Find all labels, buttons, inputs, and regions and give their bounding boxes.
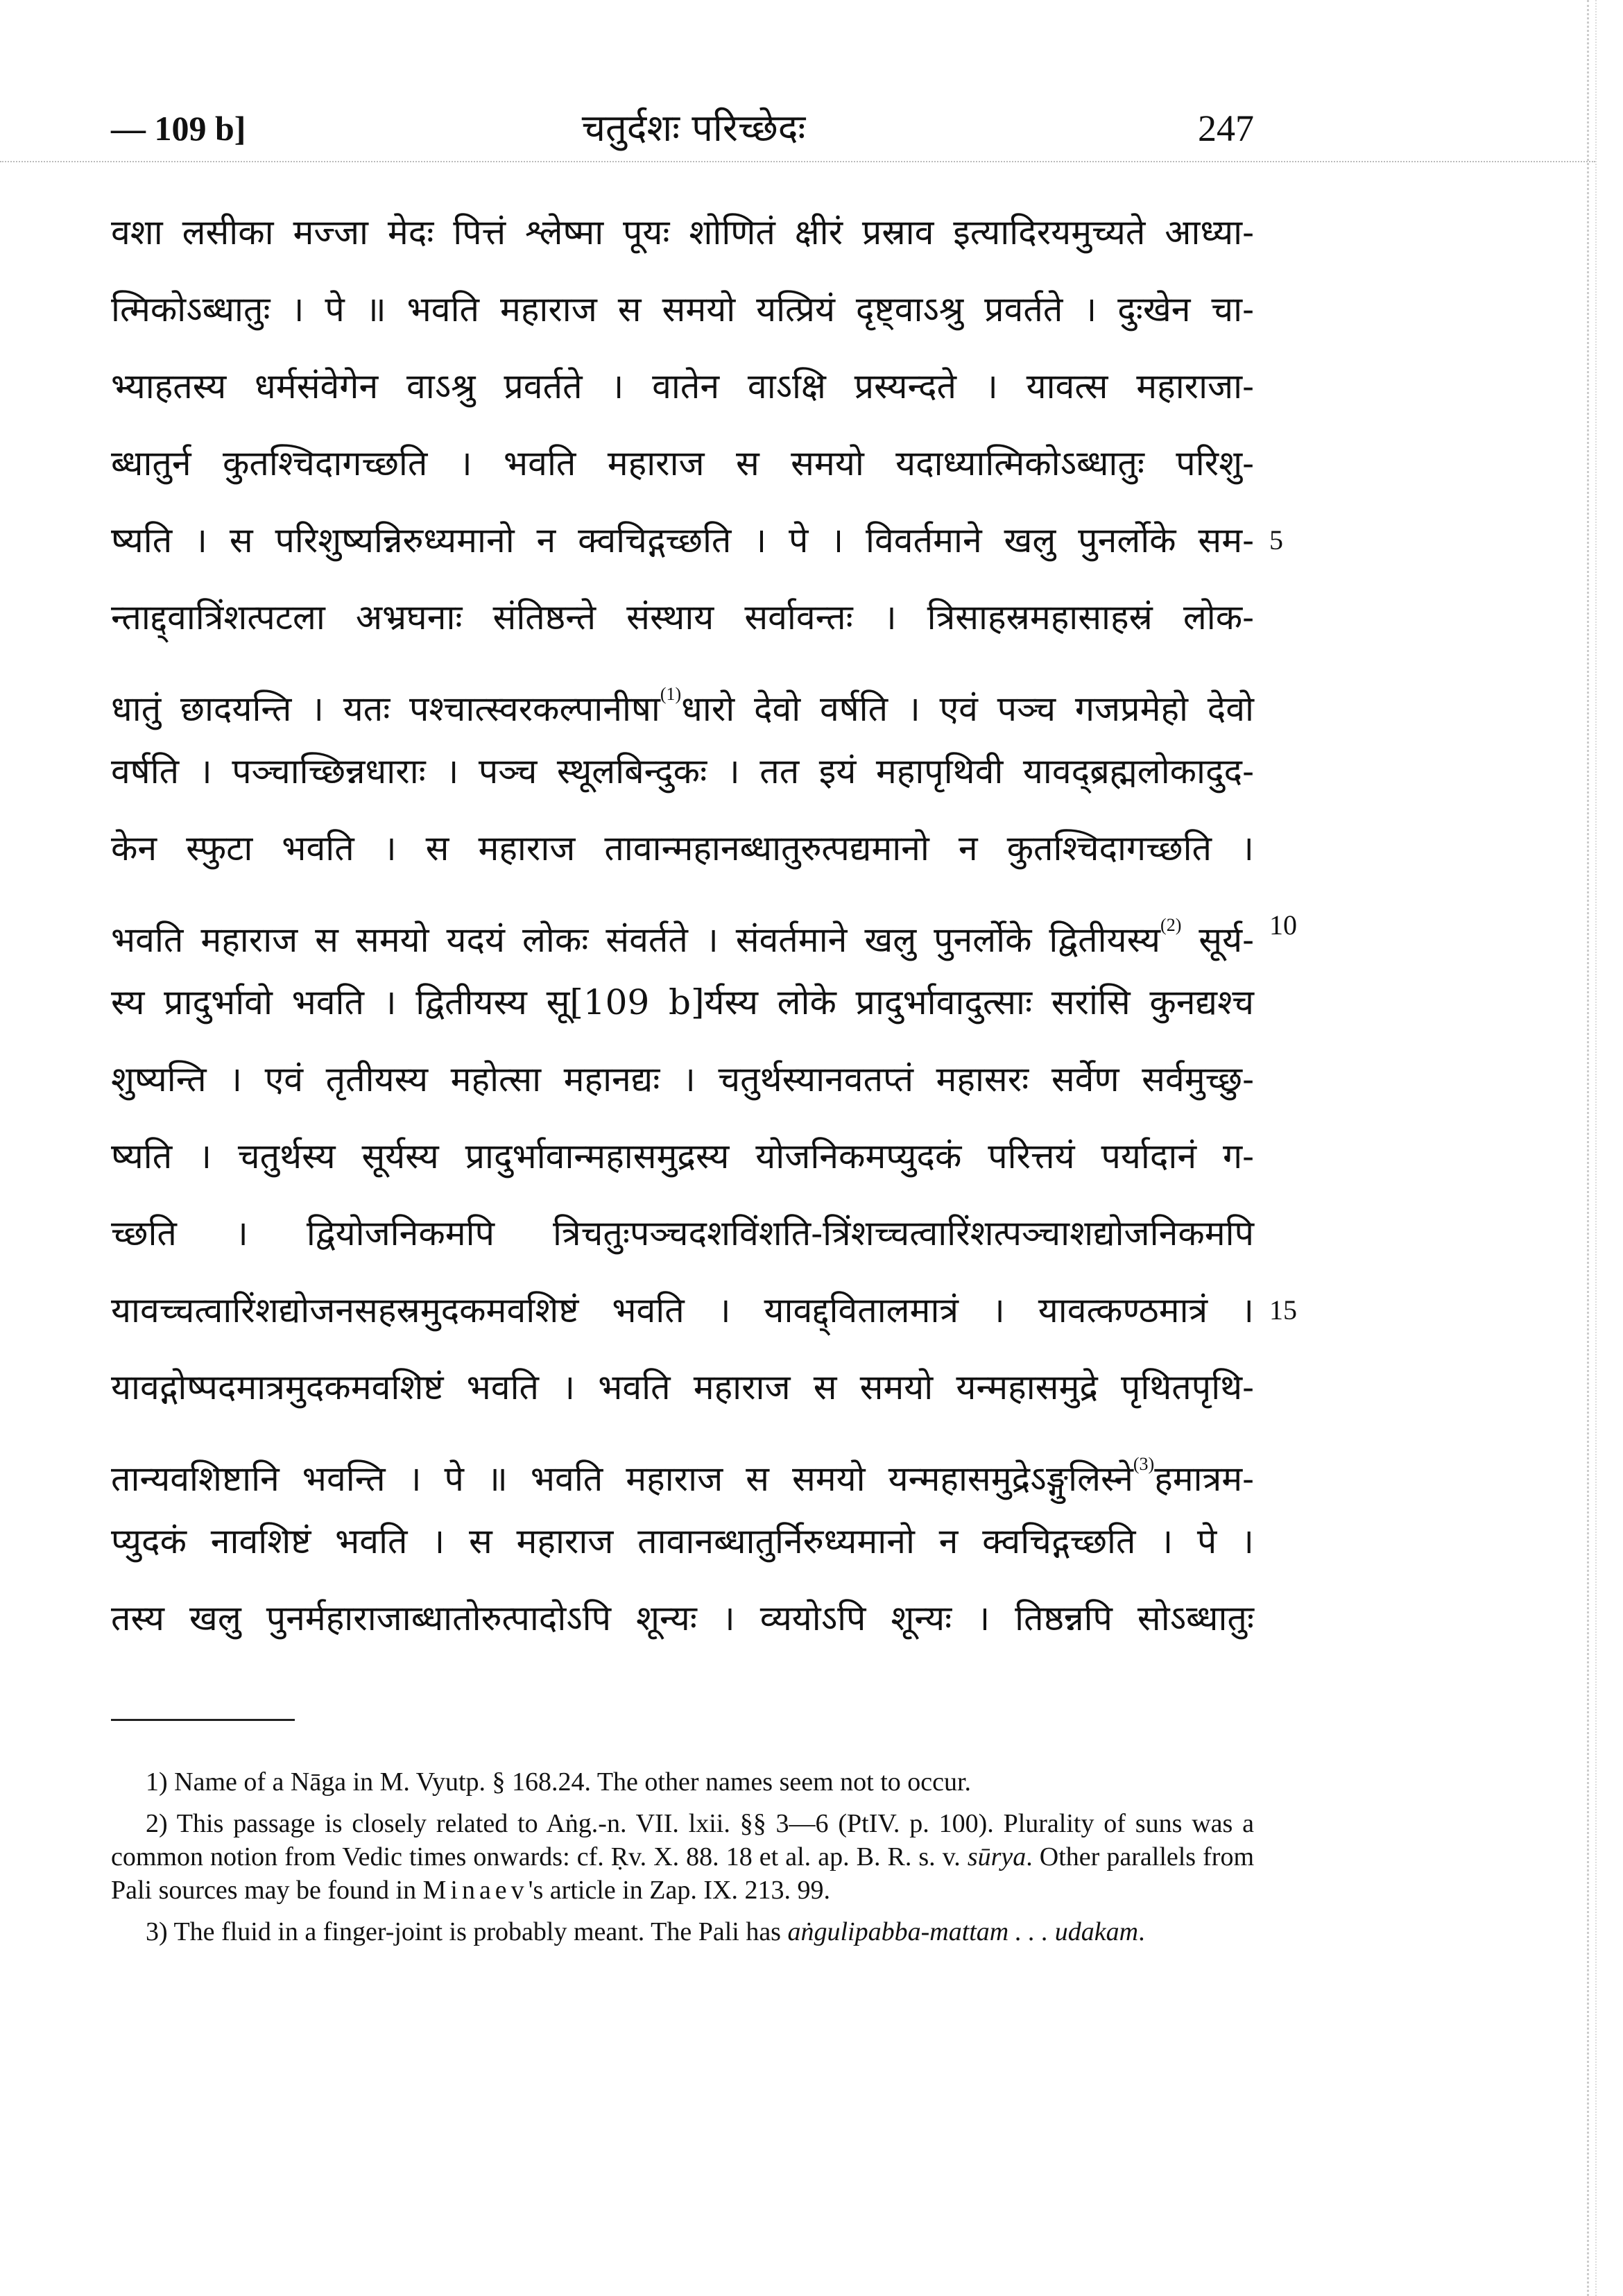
line-text — [111, 1356, 1254, 1419]
footnote-3 — [111, 1915, 1254, 1948]
running-head-section-ref: — 109 b] — [111, 109, 246, 148]
line-text — [111, 1433, 1254, 1510]
line-text — [111, 1202, 1254, 1265]
line-text — [111, 1510, 1254, 1573]
line-text — [111, 817, 1254, 880]
line-text-segment: भ्याहतस्य धर्मसंवेगेन वाऽश्रु प्रवर्तते । वातेन वाऽक्षि प्रस्यन्दते । यावत्स महाराजा- — [111, 366, 1254, 406]
line-text-segment: भवति महाराज स समयो यदयं लोकः संवर्तते । संवर्तमाने खलु पुनर्लोके द्वितीयस्य — [111, 920, 1161, 960]
line-text — [111, 432, 1254, 495]
text-line — [111, 1587, 1254, 1664]
footnote-italic: sūrya — [967, 1842, 1027, 1871]
footnote-text: . — [1138, 1917, 1145, 1946]
line-text — [111, 201, 1254, 264]
scan-edge-artifact — [1587, 0, 1589, 2296]
page-number: 247 — [1198, 108, 1254, 149]
line-text-segment: शुष्यन्ति । एवं तृतीयस्य महोत्सा महानद्यः । चतुर्थस्यानवतप्तं महासरः सर्वेण सर्वमुच्छु- — [111, 1059, 1254, 1099]
line-text-segment: न्ताद्द्वात्रिंशत्पटला अभ्रघनाः संतिष्ठन्ते संस्थाय सर्वावन्तः । त्रिसाहस्रमहासाहस्रं लोक- — [111, 597, 1254, 637]
line-text — [111, 971, 1254, 1034]
footnote-marker: (2) — [1160, 915, 1182, 935]
line-text — [111, 509, 1254, 572]
footnote-rule — [111, 1719, 295, 1721]
line-text-segment: यावच्चत्वारिंशद्योजनसहस्रमुदकमवशिष्टं भवति । यावद्द्वितालमात्रं । यावत्कण्ठमात्रं । — [111, 1290, 1254, 1330]
line-text — [111, 278, 1254, 341]
text-line — [111, 971, 1254, 1048]
footnote-text: 3) The fluid in a finger-joint is probably meant. The Pali has — [146, 1917, 788, 1946]
text-line — [111, 817, 1254, 894]
line-number: 10 — [1269, 909, 1297, 941]
footnote-italic: aṅgulipabba-mattam . . . udakam — [787, 1917, 1139, 1946]
footnote-text: 's article in Zap. IX. 213. 99. — [528, 1876, 830, 1905]
header-divider — [0, 161, 1595, 162]
line-text — [111, 1279, 1254, 1342]
line-text — [111, 1125, 1254, 1188]
line-text-segment: तान्यवशिष्टानि भवन्ति । पे ॥ भवति महाराज स समयो यन्महासमुद्रेऽङ्गुलिस्ने — [111, 1459, 1133, 1499]
line-text-segment: स्य प्रादुर्भावो भवति । द्वितीयस्य सू[109 b]र्यस्य लोके प्रादुर्भावादुत्साः सरांसि कुनद्यश्च — [111, 982, 1254, 1022]
text-line — [111, 432, 1254, 509]
footnote-text: . Other parallels from Pali sources may be found in — [111, 1842, 1255, 1905]
line-text — [111, 355, 1254, 418]
text-line — [111, 740, 1254, 817]
line-text-segment: च्छति । द्वियोजनिकमपि त्रिचतुःपञ्चदशविंशति-त्रिंशच्चत्वारिंशत्पञ्चाशद्योजनिकमपि — [111, 1213, 1254, 1253]
line-text-segment: यावद्गोष्पदमात्रमुदकमवशिष्टं भवति । भवति महाराज स समयो यन्महासमुद्रे पृथितपृथि- — [111, 1367, 1254, 1407]
footnote-marker: (1) — [660, 684, 682, 704]
footnote-1 — [111, 1765, 1254, 1799]
text-line — [111, 201, 1254, 278]
scan-edge-artifact — [1595, 0, 1597, 2296]
text-line — [111, 1356, 1254, 1433]
line-number: 5 — [1269, 524, 1283, 556]
footnote-2 — [111, 1807, 1254, 1907]
text-line — [111, 1510, 1254, 1587]
running-head-chapter-title: चतुर्दशः परिच्छेदः — [581, 106, 806, 150]
text-line — [111, 1279, 1297, 1356]
main-text — [111, 201, 1297, 1664]
text-line — [111, 1433, 1254, 1510]
line-text-segment: ब्धातुर्न कुतश्चिदागच्छति । भवति महाराज स समयो यदाध्यात्मिकोऽब्धातुः परिशु- — [111, 443, 1254, 483]
line-text-segment: वर्षति । पञ्चाच्छिन्नधाराः । पञ्च स्थूलबिन्दुकः । तत इयं महापृथिवी यावद्ब्रह्मलोकादुद- — [111, 751, 1254, 791]
footnote-spaced-name: Minaev — [422, 1876, 529, 1905]
line-text-segment: त्मिकोऽब्धातुः । पे ॥ भवति महाराज स समयो यत्प्रियं दृष्ट्वाऽश्रु प्रवर्तते । दुःखेन चा- — [111, 289, 1254, 329]
footnote-text: 2) This passage is closely related to Aṅg.-n. VII. lxii. §§ 3—6 (PtIV. p. 100). Plurality of suns was a common notion from Vedic times onwards: cf. Ṛv. X. 88. 18 et al. ap. B. R. s. v. — [111, 1809, 1254, 1871]
line-text-segment: प्युदकं नावशिष्टं भवति । स महाराज तावानब्धातुर्निरुध्यमानो न क्वचिद्गच्छति । पे । — [111, 1521, 1254, 1561]
line-text-segment: ष्यति । स परिशुष्यन्निरुध्यमानो न क्वचिद्गच्छति । पे । विवर्तमाने खलु पुनर्लोके सम- — [111, 520, 1254, 560]
text-line — [111, 278, 1254, 355]
text-line — [111, 1202, 1254, 1279]
line-text-segment: केन स्फुटा भवति । स महाराज तावान्महानब्धातुरुत्पद्यमानो न कुतश्चिदागच्छति । — [111, 828, 1254, 868]
text-line — [111, 509, 1283, 586]
line-text-segment: वशा लसीका मज्जा मेदः पित्तं श्लेष्मा पूयः शोणितं क्षीरं प्रस्राव इत्यादिरयमुच्यते आध्या- — [111, 212, 1254, 252]
footnote-text: 1) Name of a Nāga in M. Vyutp. § 168.24. The other names seem not to occur. — [146, 1767, 972, 1797]
text-line — [111, 1048, 1254, 1125]
text-line — [111, 894, 1297, 971]
line-text-segment: तस्य खलु पुनर्महाराजाब्धातोरुत्पादोऽपि शून्यः । व्ययोऽपि शून्यः । तिष्ठन्नपि सोऽब्धातुः — [111, 1598, 1254, 1638]
line-text-segment: सूर्य- — [1181, 920, 1254, 960]
text-line — [111, 355, 1254, 432]
text-line — [111, 586, 1254, 663]
footnote-marker: (3) — [1133, 1454, 1155, 1474]
line-text — [111, 1048, 1254, 1111]
line-text-segment: हमात्रम- — [1154, 1459, 1254, 1499]
line-text — [111, 894, 1254, 971]
footnotes — [111, 1765, 1254, 1957]
line-text — [111, 1587, 1254, 1650]
text-line — [111, 663, 1254, 740]
line-text — [111, 663, 1254, 740]
text-line — [111, 1125, 1254, 1202]
line-number: 15 — [1269, 1294, 1297, 1326]
line-text — [111, 740, 1254, 803]
line-text — [111, 586, 1254, 649]
line-text-segment: धारो देवो वर्षति । एवं पञ्च गजप्रमेहो देवो — [681, 689, 1254, 729]
line-text-segment: धातुं छादयन्ति । यतः पश्चात्स्वरकल्पानीषा — [111, 689, 660, 729]
line-text-segment: ष्यति । चतुर्थस्य सूर्यस्य प्रादुर्भावान्महासमुद्रस्य योजनिकमप्युदकं परित्तयं पर्यादानं ग- — [111, 1136, 1254, 1176]
